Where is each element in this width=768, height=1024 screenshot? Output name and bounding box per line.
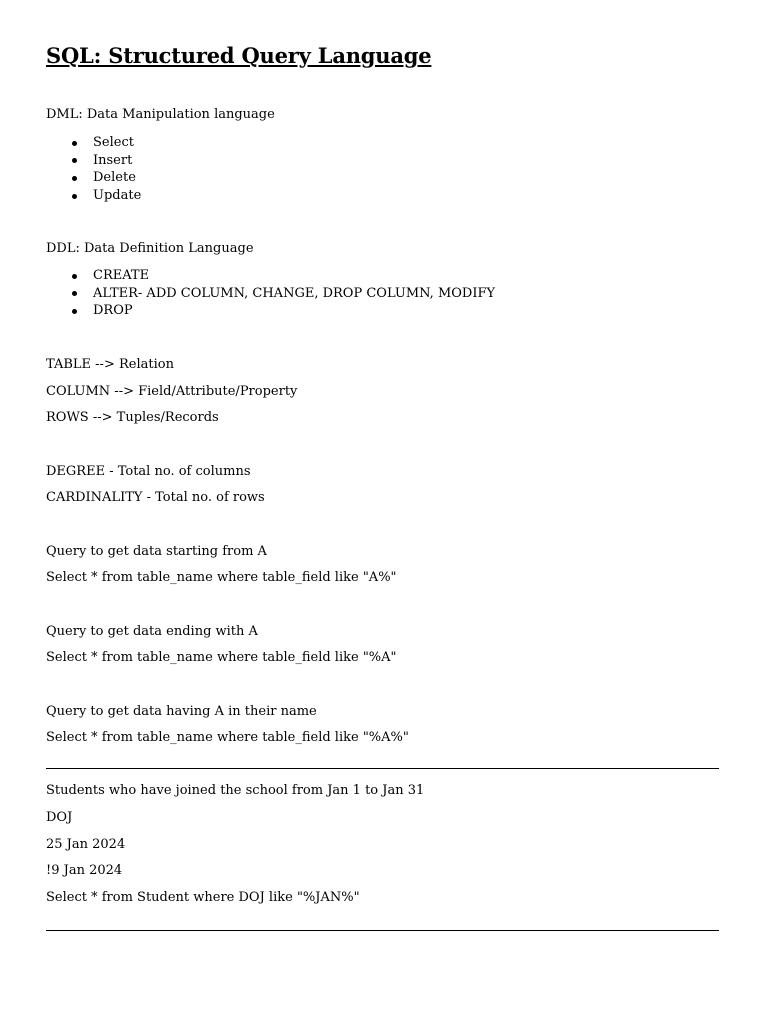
dml-item-label: Update — [93, 188, 142, 204]
dml-list-item — [46, 134, 141, 152]
query-sql: Select * from table_name where table_field like "A%" — [46, 570, 397, 585]
horizontal-rule — [46, 768, 719, 769]
example-field-name: DOJ — [46, 810, 73, 825]
definition-degree: DEGREE - Total no. of columns — [46, 464, 251, 479]
bullet-icon — [72, 141, 77, 146]
dml-list-item — [46, 169, 141, 187]
ddl-list-item — [46, 302, 495, 320]
ddl-heading: DDL: Data Definition Language — [46, 241, 254, 256]
query-sql: Select * from table_name where table_field like "%A" — [46, 650, 397, 665]
ddl-list-item — [46, 285, 495, 303]
dml-item-label: Delete — [93, 170, 136, 186]
dml-item-label: Insert — [93, 152, 133, 168]
term-rows: ROWS --> Tuples/Records — [46, 410, 219, 425]
bullet-icon — [72, 291, 77, 296]
query-label: Query to get data having A in their name — [46, 704, 317, 719]
ddl-item-label: ALTER- ADD COLUMN, CHANGE, DROP COLUMN, MODIFY — [93, 285, 496, 301]
example-date: !9 Jan 2024 — [46, 863, 123, 878]
definition-cardinality: CARDINALITY - Total no. of rows — [46, 490, 265, 505]
bullet-icon — [72, 158, 77, 163]
term-column: COLUMN --> Field/Attribute/Property — [46, 384, 298, 399]
bullet-icon — [72, 274, 77, 279]
dml-list — [46, 134, 141, 205]
example-description: Students who have joined the school from Jan 1 to Jan 31 — [46, 783, 425, 798]
ddl-list — [46, 267, 495, 320]
example-date: 25 Jan 2024 — [46, 837, 126, 852]
dml-item-label: Select — [93, 135, 134, 150]
ddl-item-label: CREATE — [93, 268, 150, 283]
query-label: Query to get data starting from A — [46, 544, 267, 559]
horizontal-rule — [46, 930, 719, 931]
term-table: TABLE --> Relation — [46, 357, 174, 372]
bullet-icon — [72, 194, 77, 199]
dml-heading: DML: Data Manipulation language — [46, 107, 275, 122]
query-label: Query to get data ending with A — [46, 624, 258, 639]
ddl-item-label: DROP — [93, 303, 133, 319]
bullet-icon — [72, 176, 77, 181]
document-title: SQL: Structured Query Language — [46, 43, 432, 68]
example-sql: Select * from Student where DOJ like "%JAN%" — [46, 890, 360, 905]
bullet-icon — [72, 309, 77, 314]
ddl-list-item — [46, 267, 495, 285]
dml-list-item — [46, 187, 141, 205]
dml-list-item — [46, 152, 141, 170]
query-sql: Select * from table_name where table_field like "%A%" — [46, 730, 409, 745]
